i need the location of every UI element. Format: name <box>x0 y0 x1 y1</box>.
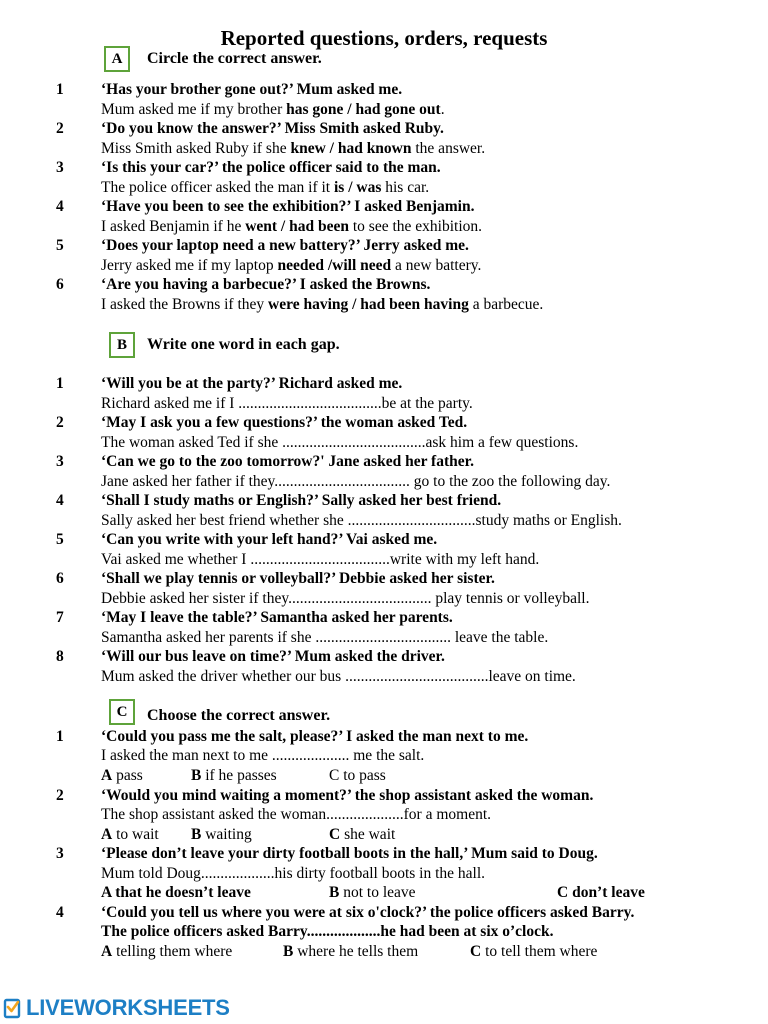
c3-option-c-letter: C don’t leave <box>557 884 645 901</box>
c2-answer: The shop assistant asked the woman....................for a moment. <box>101 806 492 823</box>
b1-question: ‘Will you be at the party?’ Richard asked me. <box>101 375 403 392</box>
c2-option-c[interactable] <box>329 825 395 845</box>
c1-option-a-text: pass <box>112 767 143 784</box>
a5-number: 5 <box>56 237 64 254</box>
page-title: Reported questions, orders, requests <box>220 26 548 50</box>
c2-option-c-text: she wait <box>340 826 396 843</box>
b4-number: 4 <box>56 492 64 509</box>
b6-answer[interactable]: Debbie asked her sister if they..................................... play tennis or volleyball. <box>101 590 590 607</box>
a2-answer <box>101 139 485 159</box>
c1-answer: I asked the man next to me .................... me the salt. <box>101 747 425 764</box>
b8-question: ‘Will our bus leave on time?’ Mum asked the driver. <box>101 648 445 665</box>
c4-question: ‘Could you tell us where you were at six o'clock?’ the police officers asked Barry. <box>101 904 635 921</box>
c4-option-a[interactable] <box>101 942 232 962</box>
a4-choice[interactable]: went / had been <box>245 218 349 235</box>
c3-answer: Mum told Doug...................his dirty football boots in the hall. <box>101 865 486 882</box>
b8-number: 8 <box>56 648 64 665</box>
a5-answer <box>101 256 481 276</box>
a1-choice[interactable]: has gone / had gone out <box>286 101 441 118</box>
c4-option-c[interactable] <box>470 942 597 962</box>
c2-option-b[interactable] <box>191 825 252 845</box>
section-a-letter-box: A <box>104 46 130 72</box>
a6-answer-post: a barbecue. <box>468 296 544 313</box>
a2-number: 2 <box>56 120 64 137</box>
b1-number: 1 <box>56 375 64 392</box>
b1-answer[interactable]: Richard asked me if I .....................................be at the party. <box>101 395 473 412</box>
a4-answer <box>101 217 482 237</box>
a3-answer-post: his car. <box>381 179 430 196</box>
c1-question: ‘Could you pass me the salt, please?’ I asked the man next to me. <box>101 728 529 745</box>
c1-option-a-letter: A <box>101 767 113 784</box>
a1-answer <box>101 100 445 120</box>
a4-question: ‘Have you been to see the exhibition?’ I asked Benjamin. <box>101 198 475 215</box>
liveworksheets-logo-text: LIVEWORKSHEETS <box>26 995 230 1020</box>
b3-number: 3 <box>56 453 64 470</box>
c1-number: 1 <box>56 728 64 745</box>
b7-number: 7 <box>56 609 64 626</box>
a5-answer-post: a new battery. <box>391 257 482 274</box>
a6-question: ‘Are you having a barbecue?’ I asked the Browns. <box>101 276 431 293</box>
a5-choice[interactable]: needed /will need <box>277 257 392 274</box>
c3-question: ‘Please don’t leave your dirty football boots in the hall,’ Mum said to Doug. <box>101 845 598 862</box>
section-b-letter-box: B <box>109 332 135 358</box>
c3-option-b-text: not to leave <box>339 884 416 901</box>
c4-option-b-text: where he tells them <box>293 943 419 960</box>
a6-answer <box>101 295 543 315</box>
a1-answer-pre: Mum asked me if my brother <box>101 101 287 118</box>
c2-question: ‘Would you mind waiting a moment?’ the shop assistant asked the woman. <box>101 787 594 804</box>
c4-option-a-letter: A <box>101 943 113 960</box>
c4-option-a-text: telling them where <box>112 943 233 960</box>
a2-answer-post: the answer. <box>411 140 486 157</box>
c2-option-b-letter: B <box>191 826 202 843</box>
c2-option-a[interactable] <box>101 825 159 845</box>
c2-option-c-letter: C <box>329 826 341 843</box>
b6-number: 6 <box>56 570 64 587</box>
a2-choice[interactable]: knew / had known <box>290 140 412 157</box>
a3-question: ‘Is this your car?’ the police officer said to the man. <box>101 159 441 176</box>
c4-option-b[interactable] <box>283 942 418 962</box>
a3-answer <box>101 178 429 198</box>
c3-option-a-letter: A that he doesn’t leave <box>101 884 251 901</box>
a5-answer-pre: Jerry asked me if my laptop <box>101 257 278 274</box>
a4-answer-post: to see the exhibition. <box>348 218 482 235</box>
b6-question: ‘Shall we play tennis or volleyball?’ Debbie asked her sister. <box>101 570 495 587</box>
c1-option-b-letter: B <box>191 767 202 784</box>
a1-question: ‘Has your brother gone out?’ Mum asked me. <box>101 81 403 98</box>
c3-option-b[interactable] <box>329 883 416 903</box>
liveworksheets-logo-icon <box>2 996 26 1020</box>
a3-number: 3 <box>56 159 64 176</box>
b2-number: 2 <box>56 414 64 431</box>
c3-number: 3 <box>56 845 64 862</box>
section-a-instruction: Circle the correct answer. <box>147 50 322 67</box>
a6-choice[interactable]: were having / had been having <box>268 296 469 313</box>
c4-option-b-letter: B <box>283 943 294 960</box>
c4-number: 4 <box>56 904 64 921</box>
c1-option-c-text: C to pass <box>329 767 386 784</box>
c4-option-c-text: to tell them where <box>481 943 598 960</box>
section-b-instruction: Write one word in each gap. <box>147 336 340 353</box>
b3-question: ‘Can we go to the zoo tomorrow?' Jane asked her father. <box>101 453 474 470</box>
a4-number: 4 <box>56 198 64 215</box>
b4-question: ‘Shall I study maths or English?’ Sally asked her best friend. <box>101 492 502 509</box>
b3-answer[interactable]: Jane asked her father if they................................... go to the zoo the following day. <box>101 473 611 490</box>
section-c-instruction: Choose the correct answer. <box>147 707 331 724</box>
c1-option-b[interactable] <box>191 766 277 786</box>
b5-answer[interactable]: Vai asked me whether I ....................................write with my left hand. <box>101 551 540 568</box>
a3-answer-pre: The police officer asked the man if it <box>101 179 334 196</box>
c3-option-a[interactable] <box>101 883 251 903</box>
c4-answer: The police officers asked Barry...................he had been at six o’clock. <box>101 923 554 940</box>
c2-number: 2 <box>56 787 64 804</box>
c2-option-a-text: to wait <box>112 826 159 843</box>
c2-option-b-text: waiting <box>201 826 252 843</box>
b5-question: ‘Can you write with your left hand?’ Vai asked me. <box>101 531 438 548</box>
a1-number: 1 <box>56 81 64 98</box>
a1-answer-post: . <box>440 101 445 118</box>
c3-option-c[interactable] <box>557 883 645 903</box>
c1-option-c[interactable] <box>329 766 386 786</box>
b7-question: ‘May I leave the table?’ Samantha asked her parents. <box>101 609 453 626</box>
b2-question: ‘May I ask you a few questions?’ the woman asked Ted. <box>101 414 468 431</box>
c1-option-a[interactable] <box>101 766 143 786</box>
a5-question: ‘Does your laptop need a new battery?’ Jerry asked me. <box>101 237 469 254</box>
c3-option-b-letter: B <box>329 884 340 901</box>
a6-number: 6 <box>56 276 64 293</box>
a6-answer-pre: I asked the Browns if they <box>101 296 269 313</box>
b8-answer[interactable]: Mum asked the driver whether our bus .....................................leave on time. <box>101 668 576 685</box>
c1-option-b-text: if he passes <box>201 767 277 784</box>
a3-choice[interactable]: is / was <box>333 179 382 196</box>
a2-question: ‘Do you know the answer?’ Miss Smith asked Ruby. <box>101 120 444 137</box>
section-c-letter-box: C <box>109 699 135 725</box>
b7-answer[interactable]: Samantha asked her parents if she ................................... leave the table. <box>101 629 549 646</box>
a4-answer-pre: I asked Benjamin if he <box>101 218 246 235</box>
a2-answer-pre: Miss Smith asked Ruby if she <box>101 140 291 157</box>
b5-number: 5 <box>56 531 64 548</box>
b2-answer[interactable]: The woman asked Ted if she .....................................ask him a few questions. <box>101 434 579 451</box>
b4-answer[interactable]: Sally asked her best friend whether she .................................study maths or English. <box>101 512 622 529</box>
c2-option-a-letter: A <box>101 826 113 843</box>
c4-option-c-letter: C <box>470 943 482 960</box>
